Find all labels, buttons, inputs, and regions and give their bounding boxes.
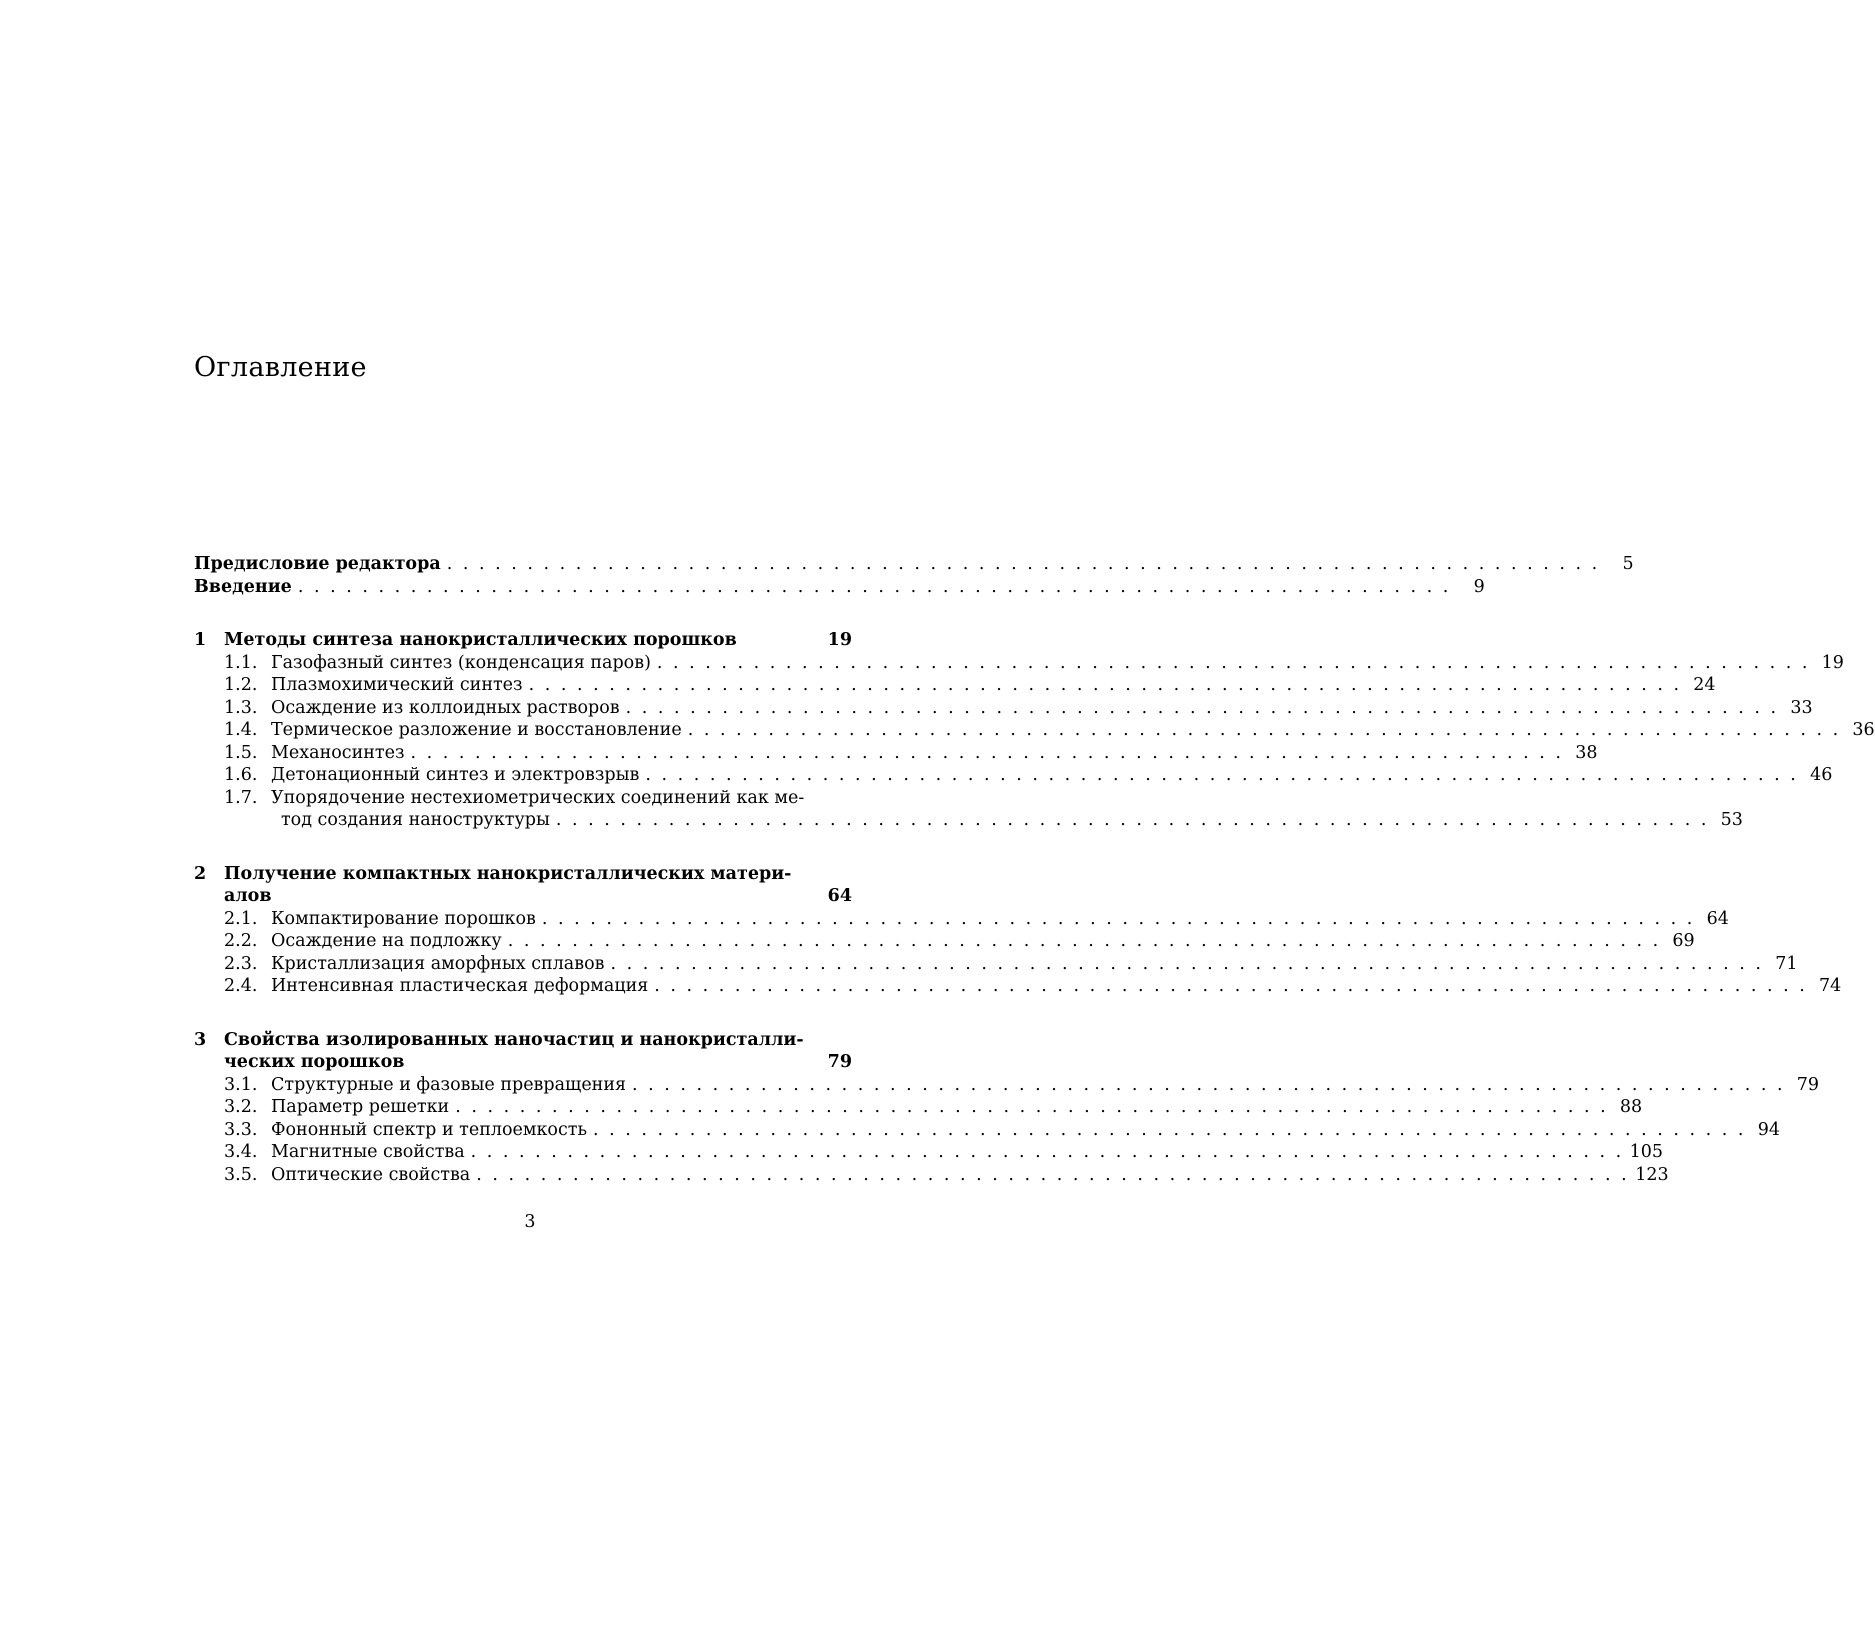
section-label-line2: тод создания наноструктуры xyxy=(281,810,550,830)
dot-leader xyxy=(688,719,1841,742)
section-page: 74 xyxy=(1818,976,1842,996)
chapter-page: 19 xyxy=(827,630,852,650)
section-number: 3.3. xyxy=(224,1119,258,1140)
section-label: Интенсивная пластическая деформация xyxy=(271,976,649,996)
section-page: 105 xyxy=(1629,1142,1664,1162)
section-page: 53 xyxy=(1720,810,1743,830)
section-number: 1.2. xyxy=(224,675,258,695)
dot-leader xyxy=(298,576,1451,599)
dot-leader xyxy=(455,1096,1608,1119)
chapter-page: 79 xyxy=(827,1052,852,1072)
section-label: Оптические свойства xyxy=(271,1164,471,1185)
toc-section-1-5[interactable] xyxy=(194,742,1598,765)
page-number: 3 xyxy=(524,1212,536,1232)
toc-section-3-5[interactable] xyxy=(194,1164,1669,1187)
section-page: 123 xyxy=(1635,1164,1669,1185)
dot-leader xyxy=(447,553,1600,576)
section-number: 3.5. xyxy=(224,1164,258,1185)
section-page: 71 xyxy=(1775,953,1798,974)
section-number: 1.3. xyxy=(224,697,258,718)
section-label: Компактирование порошков xyxy=(271,908,536,929)
toc-section-1-7[interactable] xyxy=(194,787,1743,832)
dot-leader xyxy=(542,908,1695,931)
section-number: 3.4. xyxy=(224,1142,258,1162)
toc-section-3-4[interactable] xyxy=(194,1141,1664,1164)
section-page: 24 xyxy=(1693,675,1716,695)
section-page: 36 xyxy=(1852,720,1875,740)
toc-section-2-1[interactable] xyxy=(194,908,1729,931)
section-page: 19 xyxy=(1821,652,1844,673)
section-page: 69 xyxy=(1672,931,1695,951)
section-label-line1: Упорядочение нестехиометрических соединений как ме- xyxy=(271,787,805,808)
section-page: 94 xyxy=(1757,1119,1780,1140)
toc-section-1-4[interactable] xyxy=(194,719,1875,742)
toc-entry-label: Введение xyxy=(194,576,292,597)
section-label: Осаждение из коллоидных растворов xyxy=(271,697,620,718)
section-number: 3.1. xyxy=(224,1074,258,1095)
toc-section-3-3[interactable] xyxy=(194,1119,1780,1142)
toc-chapter-2[interactable] xyxy=(194,863,852,908)
toc-section-1-1[interactable] xyxy=(194,652,1844,675)
dot-leader xyxy=(508,930,1661,953)
dot-leader xyxy=(626,697,1779,720)
toc-entry-page: 5 xyxy=(1622,554,1634,574)
section-label: Термическое разложение и восстановление xyxy=(271,720,682,740)
dot-leader xyxy=(632,1074,1785,1097)
table-of-contents xyxy=(194,553,1875,1186)
dot-leader xyxy=(593,1119,1746,1142)
dot-leader xyxy=(610,953,1763,976)
dot-leader xyxy=(657,652,1810,675)
dot-leader xyxy=(645,764,1798,787)
section-page: 46 xyxy=(1810,765,1833,785)
chapter-number: 3 xyxy=(194,1029,207,1050)
dot-leader xyxy=(654,975,1807,998)
chapter-page: 64 xyxy=(827,886,852,906)
toc-entry-page: 9 xyxy=(1473,576,1485,597)
toc-chapter-1[interactable] xyxy=(194,629,852,652)
dot-leader xyxy=(556,809,1709,832)
toc-section-1-3[interactable] xyxy=(194,697,1813,720)
section-label: Структурные и фазовые превращения xyxy=(271,1074,627,1095)
page-title: Оглавление xyxy=(194,352,367,383)
section-page: 88 xyxy=(1619,1097,1643,1117)
section-number: 1.6. xyxy=(224,765,258,785)
dot-leader xyxy=(476,1164,1629,1187)
section-label: Механосинтез xyxy=(271,742,405,763)
chapter-title-line2: ческих порошков xyxy=(224,1052,405,1072)
dot-leader xyxy=(471,1141,1624,1164)
section-number: 2.3. xyxy=(224,953,258,974)
section-number: 2.4. xyxy=(224,976,258,996)
section-page: 33 xyxy=(1790,697,1813,718)
section-number: 1.1. xyxy=(224,652,258,673)
chapter-number: 2 xyxy=(194,863,207,884)
toc-entry-label: Предисловие редактора xyxy=(194,554,441,574)
chapter-title-line1: Получение компактных нанокристаллических матери- xyxy=(224,863,792,884)
toc-entry-introduction[interactable] xyxy=(194,576,1485,599)
section-label: Осаждение на подложку xyxy=(271,931,502,951)
toc-section-1-6[interactable] xyxy=(194,764,1833,787)
chapter-title-line2: алов xyxy=(224,886,272,906)
toc-section-1-2[interactable] xyxy=(194,674,1716,697)
section-number: 1.5. xyxy=(224,742,258,763)
section-label: Плазмохимический синтез xyxy=(271,675,523,695)
section-page: 64 xyxy=(1706,908,1729,929)
section-label: Газофазный синтез (конденсация паров) xyxy=(271,652,651,673)
chapter-title: Методы синтеза нанокристаллических порошков xyxy=(224,630,737,650)
toc-chapter-3[interactable] xyxy=(194,1029,852,1074)
chapter-number: 1 xyxy=(194,630,207,650)
section-label: Кристаллизация аморфных сплавов xyxy=(271,953,605,974)
dot-leader xyxy=(411,742,1564,765)
section-label: Фононный спектр и теплоемкость xyxy=(271,1119,587,1140)
chapter-gap xyxy=(194,832,852,863)
chapter-title-line1: Свойства изолированных наночастиц и нанокристалли- xyxy=(224,1029,804,1050)
toc-section-2-3[interactable] xyxy=(194,953,1798,976)
section-number: 1.7. xyxy=(224,787,258,808)
section-number: 1.4. xyxy=(224,720,258,740)
toc-section-2-2[interactable] xyxy=(194,930,1695,953)
toc-section-3-2[interactable] xyxy=(194,1096,1643,1119)
section-label: Детонационный синтез и электровзрыв xyxy=(271,765,640,785)
toc-entry-preface[interactable] xyxy=(194,553,1634,576)
toc-section-3-1[interactable] xyxy=(194,1074,1820,1097)
dot-leader xyxy=(529,674,1682,697)
section-number: 2.2. xyxy=(224,931,258,951)
chapter-gap xyxy=(194,998,852,1029)
chapter-gap xyxy=(194,598,852,629)
section-label: Магнитные свойства xyxy=(271,1142,465,1162)
section-number: 3.2. xyxy=(224,1097,258,1117)
section-label: Параметр решетки xyxy=(271,1097,450,1117)
section-number: 2.1. xyxy=(224,908,258,929)
section-page: 79 xyxy=(1796,1074,1820,1095)
toc-section-2-4[interactable] xyxy=(194,975,1842,998)
section-page: 38 xyxy=(1575,742,1598,763)
